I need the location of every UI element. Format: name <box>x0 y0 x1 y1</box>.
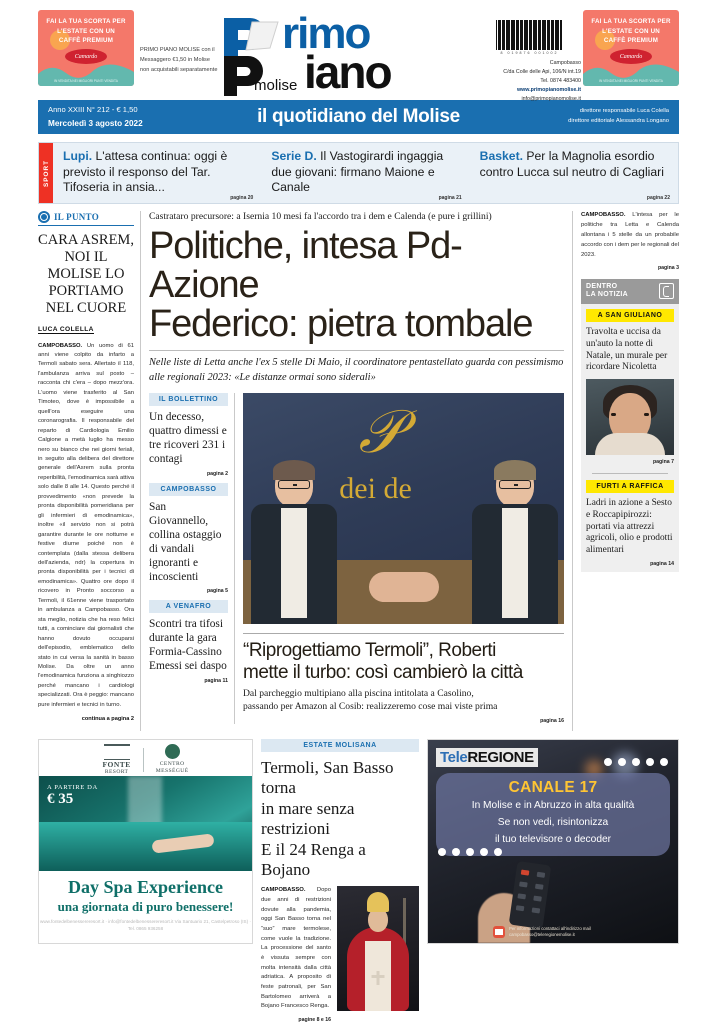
person-left <box>251 463 337 624</box>
estate-body-text <box>261 886 331 1024</box>
spa-ad-text <box>39 871 252 933</box>
page-ref: pagina 7 <box>652 459 674 466</box>
right-lead-text <box>581 211 679 261</box>
bookmark-icon <box>659 283 674 299</box>
il-punto-label: IL PUNTO <box>54 212 99 222</box>
promo-left-brand: Camardo <box>65 49 107 64</box>
crest-icon <box>104 744 130 760</box>
page-ref: pagina 2 <box>206 471 228 477</box>
glasses-icon <box>278 480 310 489</box>
body-text: Un uomo di 61 anni viene colpito da infarto a Termoli sabato sera. Allertato il 118, l'ambulanza arriva sul posto – racconta chi c'era – dopo mezz'ora. L'uomo viene trasferito al San Timoteo, dove è impossibile a quell'ora eseguire una coronarografia. Il responsabile del reparto di Cardiologia Emilio Calgione a metà luglio ha messo nero su bianco che nei giorni feriali, in seguito alla delibera del direttore generale dell'Asrem sulla pronta reperibilità, l'emodinamica sarà attiva solo dalle 8 alle 14. Questo perché il provvedimento «non prevede la pronta disponibilità pomeridiana per gli infermieri di emodinamica», inoltre «il servizio non si potrà garantire durante le ore notturne e festive diurne poiché non è contemplata (dalla stessa delibera dell'azienda, ndr) la copertura in pronta disponibilità per i tecnici di emodinamica». Quattro ore dopo il ricovero in Pronto soccorso a Termoli, il 61enne viene trasportato in ambulanza a Campobasso. Ora sta meglio, notizia che ha reso felici tutti, a cominciare dai giornalisti che hanno dovuto occuparsi dell'episodio, emblematico dello stato in cui versa la sanità in basso Molise. Da oltre un anno l'emodinamica funziona a singhiozzo perché mancano i cardiologi specializzati. Ora è peggio: mancano pure infermieri e tecnici in turno. <box>38 342 134 708</box>
box-tag: A VENAFRO <box>149 600 228 613</box>
shirt <box>502 508 528 618</box>
directors-info <box>489 107 669 127</box>
dots-decoration-top <box>604 758 668 766</box>
editorial-body <box>38 342 134 711</box>
tele-message-panel <box>436 773 670 856</box>
contact-phone: Tel. 0874 483400 <box>540 78 581 84</box>
sport-lead: Lupi. <box>63 149 93 163</box>
svg-text:iano: iano <box>303 46 391 96</box>
box-bollettino[interactable] <box>149 393 228 477</box>
secondary-stories-row <box>149 393 564 723</box>
promo-ad-left[interactable] <box>38 10 134 86</box>
page-ref: pagina 5 <box>206 588 228 595</box>
dateline: CAMPOBASSO. <box>38 342 83 349</box>
body-text: L'intesa per le politiche tra Letta e Calenda allontana i 5 stelle da un probabile accordo con i dem per le regionali del 2023. <box>581 212 679 258</box>
divider <box>592 473 668 474</box>
dentro-line1: DENTRO <box>586 282 618 290</box>
primo-piano-logo <box>218 10 476 96</box>
box-title: Travolta e uccisa da un'auto la notte di Natale, un murale per ricordare Nicoletta <box>586 327 668 373</box>
box-tag: FURTI A RAFFICA <box>586 480 674 493</box>
promo-left-text <box>38 10 134 46</box>
fonte-resort-logo <box>102 744 130 776</box>
editorial-byline: LUCA COLELLA <box>38 325 94 333</box>
masthead <box>38 0 679 100</box>
cross-icon <box>377 971 380 985</box>
estate-line2: in mare senza restrizioni <box>261 798 355 839</box>
logo2-bottom: MESSÉGUÉ <box>155 768 189 774</box>
contact-block <box>476 59 583 104</box>
spa-title2: una giornata di puro benessere! <box>57 899 234 914</box>
promo-right-text <box>583 10 679 46</box>
main-content-grid <box>38 211 679 731</box>
riprog-headline <box>243 640 564 683</box>
sport-lead: Serie D. <box>271 149 317 163</box>
logo-divider <box>143 748 144 772</box>
estate-line1: Termoli, San Basso torna <box>261 758 394 798</box>
logo-graphic <box>218 12 476 96</box>
promo-left-line2: L'ESTATE CON UN <box>57 27 115 35</box>
tele-mail-block <box>493 926 591 938</box>
dateline: CAMPOBASSO. <box>581 212 626 218</box>
spa-title1: Day Spa Experience <box>68 877 223 897</box>
handshake-photo <box>243 393 564 624</box>
page-ref: pagina 21 <box>438 194 462 201</box>
director-responsible: direttore responsabile Luca Colella <box>579 108 669 115</box>
contact-website[interactable]: www.primopianomolise.it <box>517 87 581 93</box>
page-ref: pagina 11 <box>204 678 228 685</box>
page-ref: pagina 14 <box>650 560 674 567</box>
logo1-bottom: RESORT <box>104 768 129 775</box>
box-title: Un decesso, quattro dimessi e tre ricoveri 231 i contagi <box>149 411 227 466</box>
il-punto-icon <box>38 211 50 223</box>
box-venafro[interactable] <box>149 600 228 684</box>
right-column <box>572 211 679 731</box>
promo-ad-right[interactable] <box>583 10 679 86</box>
victim-photo <box>586 379 674 455</box>
box-furti[interactable] <box>586 480 674 567</box>
logo-tele: Tele <box>440 749 468 766</box>
san-basso-statue-photo <box>337 886 419 1011</box>
sport-strip <box>38 142 679 204</box>
estate-headline <box>261 758 419 880</box>
lead-kicker: Castrataro precursore: a Isernia 10 mesi fa l'accordo tra i dem e Calenda (e pure i grillini) <box>149 211 492 222</box>
page-ref: pagina 16 <box>540 717 564 724</box>
hair <box>273 460 315 480</box>
riprogettiamo-story[interactable] <box>243 633 564 723</box>
editorial-title[interactable]: CARA ASREM, NOI IL MOLISE LO PORTIAMO NEL CUORE <box>38 232 134 317</box>
channel-number: CANALE 17 <box>508 779 598 796</box>
hair <box>494 460 536 480</box>
subscription-note: PRIMO PIANO MOLISE con il Messaggero €1,50 in Molise non acquistabili separatamente <box>140 47 218 73</box>
issue-number: Anno XXIII N° 212 - € 1,50 <box>48 105 138 115</box>
riprog-line1: “Riprogettiamo Termoli”, Roberti <box>243 640 496 662</box>
riprog-deck2: passando per Amazon al Cosib: realizzeremo cose mai viste prima <box>243 700 498 712</box>
box-san-giuliano[interactable] <box>586 309 674 465</box>
lead-deck: Nelle liste di Letta anche l'ex 5 stelle Di Maio, il coordinatore pentastellato guarda con pessimismo alle regionali 2023: «Le distanze ormai sono siderali» <box>149 350 564 385</box>
messegue-logo <box>156 744 189 774</box>
sport-text: L'attesa continua: oggi è previsto il responso del Tar. Tifoseria in ansia... <box>63 149 228 195</box>
sport-item-serie-d[interactable] <box>261 143 469 203</box>
wall-emblem: 𝒫 <box>358 398 402 465</box>
promo-left-line3: CAFFÈ PREMIUM <box>58 37 114 45</box>
sport-text: Per la Magnolia esordio contro Lucca sul neutro di Cagliari <box>479 149 664 179</box>
mail-icon <box>493 926 505 938</box>
logo2-top: CENTRO <box>159 761 185 768</box>
estate-tag: ESTATE MOLISANA <box>261 739 419 752</box>
eye-left <box>611 413 616 416</box>
newspaper-tagline: il quotidiano del Molise <box>257 106 460 127</box>
glasses-icon <box>499 480 531 489</box>
director-editorial: direttore editoriale Alessandra Longano <box>568 118 669 124</box>
pool-water <box>39 822 252 871</box>
editorial-column <box>38 211 141 731</box>
mail-line1: Per informazioni contattaci all'indirizzo mail <box>509 925 591 931</box>
page-ref: pagina 20 <box>230 194 254 201</box>
logo-regione: REGIONE <box>467 749 534 766</box>
il-punto-header <box>38 211 134 226</box>
promo-left-footer: IN VENDITA NEI MIGLIORI PUNTI VENDITA <box>54 79 118 83</box>
estate-body-row <box>261 886 419 1024</box>
svg-text:molise: molise <box>253 77 298 94</box>
box-tag: CAMPOBASSO <box>149 483 228 496</box>
wall-text: dei de <box>339 471 412 505</box>
bottom-section <box>38 739 679 1024</box>
spa-pool-photo <box>39 776 252 871</box>
person-head <box>275 463 313 507</box>
contact-city: Campobasso <box>549 60 581 66</box>
tele-line2: Se non vedi, risintonizza <box>497 816 609 828</box>
promo-right-footer: IN VENDITA NEI MIGLIORI PUNTI VENDITA <box>599 79 663 83</box>
price-label: A PARTIRE DA <box>47 784 98 791</box>
lead-headline[interactable] <box>149 225 564 347</box>
sport-label: SPORT <box>39 143 53 203</box>
tele-mail-text <box>509 926 591 938</box>
issue-info <box>48 104 228 129</box>
handshake <box>369 572 439 602</box>
promo-right-line2: L'ESTATE CON UN <box>602 27 660 35</box>
masthead-blue-bar <box>38 100 679 134</box>
sport-lead: Basket. <box>479 149 524 163</box>
day-spa-advertisement[interactable] <box>38 739 253 944</box>
box-tag: IL BOLLETTINO <box>149 393 228 406</box>
shirt <box>281 508 307 618</box>
contact-address: C/da Colle delle Api, 106/N int.19 <box>503 69 581 75</box>
box-campobasso[interactable] <box>149 483 228 594</box>
continua-link[interactable]: continua a pagina 2 <box>81 716 134 723</box>
person-head <box>496 463 534 507</box>
price-value: € 35 <box>47 791 74 807</box>
box-tag: A SAN GIULIANO <box>586 309 674 322</box>
sport-text: Il Vastogirardi ingaggia due giovani: firmano Maione e Canale <box>271 149 444 195</box>
page-ref: pagine 8 e 16 <box>298 1017 331 1024</box>
secondary-boxes <box>149 393 235 723</box>
promo-right-brand: Camardo <box>610 49 652 64</box>
promo-right-line1: FAI LA TUA SCORTA PER <box>591 18 671 25</box>
sport-item-lupi[interactable] <box>53 143 261 203</box>
mitre <box>367 892 389 912</box>
body-text: Dopo due anni di restrizioni dovute alla pandemia, oggi San Basso torna nel “suo” mare termolese, come vuole la tradizione. La processione del santo è vissuta sempre con molta intensità dalla città adriatica. A proposito di feste patronali, per San Bartolomeo arriverà a Bojano Francesco Renga. <box>261 887 331 1010</box>
tele-line1: In Molise e in Abruzzo in alta qualità <box>471 800 635 811</box>
estate-molisana-story[interactable] <box>261 739 419 1024</box>
dentro-line2: LA NOTIZIA <box>586 291 629 299</box>
page-ref: pagina 22 <box>646 194 670 201</box>
dots-decoration-bottom <box>438 848 502 856</box>
person-body <box>251 504 337 624</box>
dateline: CAMPOBASSO. <box>261 887 306 894</box>
mail-line2[interactable]: campobasso@teleregionemolise.it <box>509 931 575 937</box>
barcode-number: 8 019876 001002 <box>500 51 559 55</box>
lead-photo-area <box>235 393 564 723</box>
riprog-deck <box>243 688 564 714</box>
box-title: Ladri in azione a Sesto e Roccapipirozzi: portati via attrezzi agricoli, olio e prodotti alimentari <box>586 498 673 556</box>
lead-story-column <box>141 211 572 731</box>
riprog-line2: mette il turbo: così cambierò la città <box>243 661 523 683</box>
headline-line1: Politiche, intesa Pd-Azione <box>149 225 462 306</box>
svg-text:rimo: rimo <box>281 12 370 58</box>
box-title: San Giovannello, collina ostaggio di vandali ignoranti e incoscienti <box>149 501 222 583</box>
teleregione-advertisement[interactable] <box>427 739 679 944</box>
promo-left-line1: FAI LA TUA SCORTA PER <box>46 18 126 25</box>
logo1-top: FONTE <box>102 759 131 769</box>
issue-date: Mercoledì 3 agosto 2022 <box>48 118 143 128</box>
barcode-icon <box>496 18 562 50</box>
contact-email[interactable]: info@primopianomolise.it <box>521 96 581 102</box>
tele-line3: il tuo televisore o decoder <box>494 833 612 845</box>
globe-icon <box>165 744 180 759</box>
dentro-label <box>586 283 628 301</box>
dentro-la-notizia-header <box>581 279 679 305</box>
sport-item-basket[interactable] <box>470 143 678 203</box>
page-ref: pagina 3 <box>657 264 679 271</box>
spa-contact: www.fontedelbenessereresort.it · info@fontedelbenessereresort.it Via Santuario 21, Castelpetroso (IS) · Tel. 0865 936258 <box>40 919 251 931</box>
sport-items <box>53 143 678 203</box>
spa-logos <box>39 740 252 776</box>
promo-right-line3: CAFFÈ PREMIUM <box>603 37 659 45</box>
headline-line2: Federico: pietra tombale <box>149 302 533 345</box>
box-title: Scontri tra tifosi durante la gara Formia-Cassino Emessi sei daspo <box>149 618 227 673</box>
estate-line3: E il 24 Renga a Bojano <box>261 839 366 879</box>
person-right <box>472 463 558 624</box>
shoulders <box>595 433 665 455</box>
person-body <box>472 504 558 624</box>
riprog-deck1: Dal parcheggio multipiano alla piscina intitolata a Casolino, <box>243 687 474 699</box>
spa-price-block <box>47 784 98 808</box>
right-box-group <box>581 304 679 572</box>
barcode-and-contact <box>476 10 583 104</box>
teleregione-logo <box>436 748 538 767</box>
